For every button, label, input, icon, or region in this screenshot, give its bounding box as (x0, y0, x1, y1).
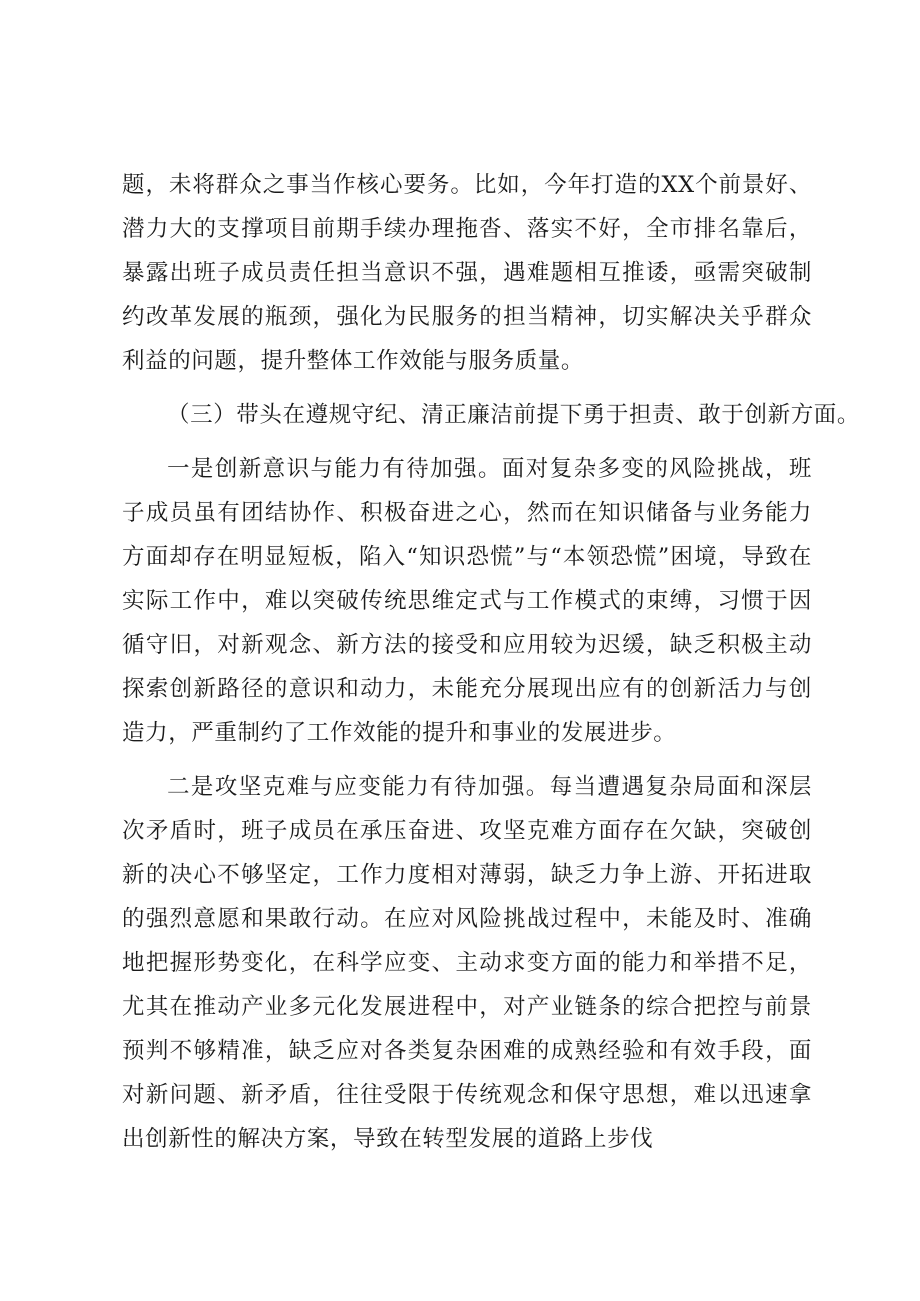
section-heading: （三）带头在遵规守纪、清正廉洁前提下勇于担责、敢于创新方面。 (167, 402, 861, 428)
document-body (122, 163, 861, 1161)
paragraph-continuation: 题，未将群众之事当作核心要务。比如，今年打造的XX个前景好、潜力大的支撑项目前期手续办理拖沓、落实不好，全市排名靠后，暴露出班子成员责任担当意识不强，遇难题相互推诿，亟需突破制约改革发展的瓶颈，强化为民服务的担当精神，切实解决关乎群众利益的问题，提升整体工作效能与服务质量。 (122, 172, 812, 374)
paragraph-innovation: 一是创新意识与能力有待加强。面对复杂多变的风险挑战，班子成员虽有团结协作、积极奋进之心，然而在知识储备与业务能力方面却存在明显短板，陷入“知识恐慌”与“本领恐慌”困境，导致在实际工作中，难以突破传统思维定式与工作模式的束缚，习惯于因循守旧，对新观念、新方法的接受和应用较为迟缓，缺乏积极主动探索创新路径的意识和动力，未能充分展现出应有的创新活力与创造力，严重制约了工作效能的提升和事业的发展进步。 (122, 456, 812, 746)
paragraph-problem-solving: 二是攻坚克难与应变能力有待加强。每当遭遇复杂局面和深层次矛盾时，班子成员在承压奋进、攻坚克难方面存在欠缺，突破创新的决心不够坚定，工作力度相对薄弱，缺乏力争上游、开拓进取的强烈意愿和果敢行动。在应对风险挑战过程中，未能及时、准确地把握形势变化，在科学应变、主动求变方面的能力和举措不足，尤其在推动产业多元化发展进程中，对产业链条的综合把控与前景预判不够精准，缺乏应对各类复杂困难的成熟经验和有效手段，面对新问题、新矛盾，往往受限于传统观念和保守思想，难以迅速拿出创新性的解决方案，导致在转型发展的道路上步伐 (122, 774, 812, 1152)
